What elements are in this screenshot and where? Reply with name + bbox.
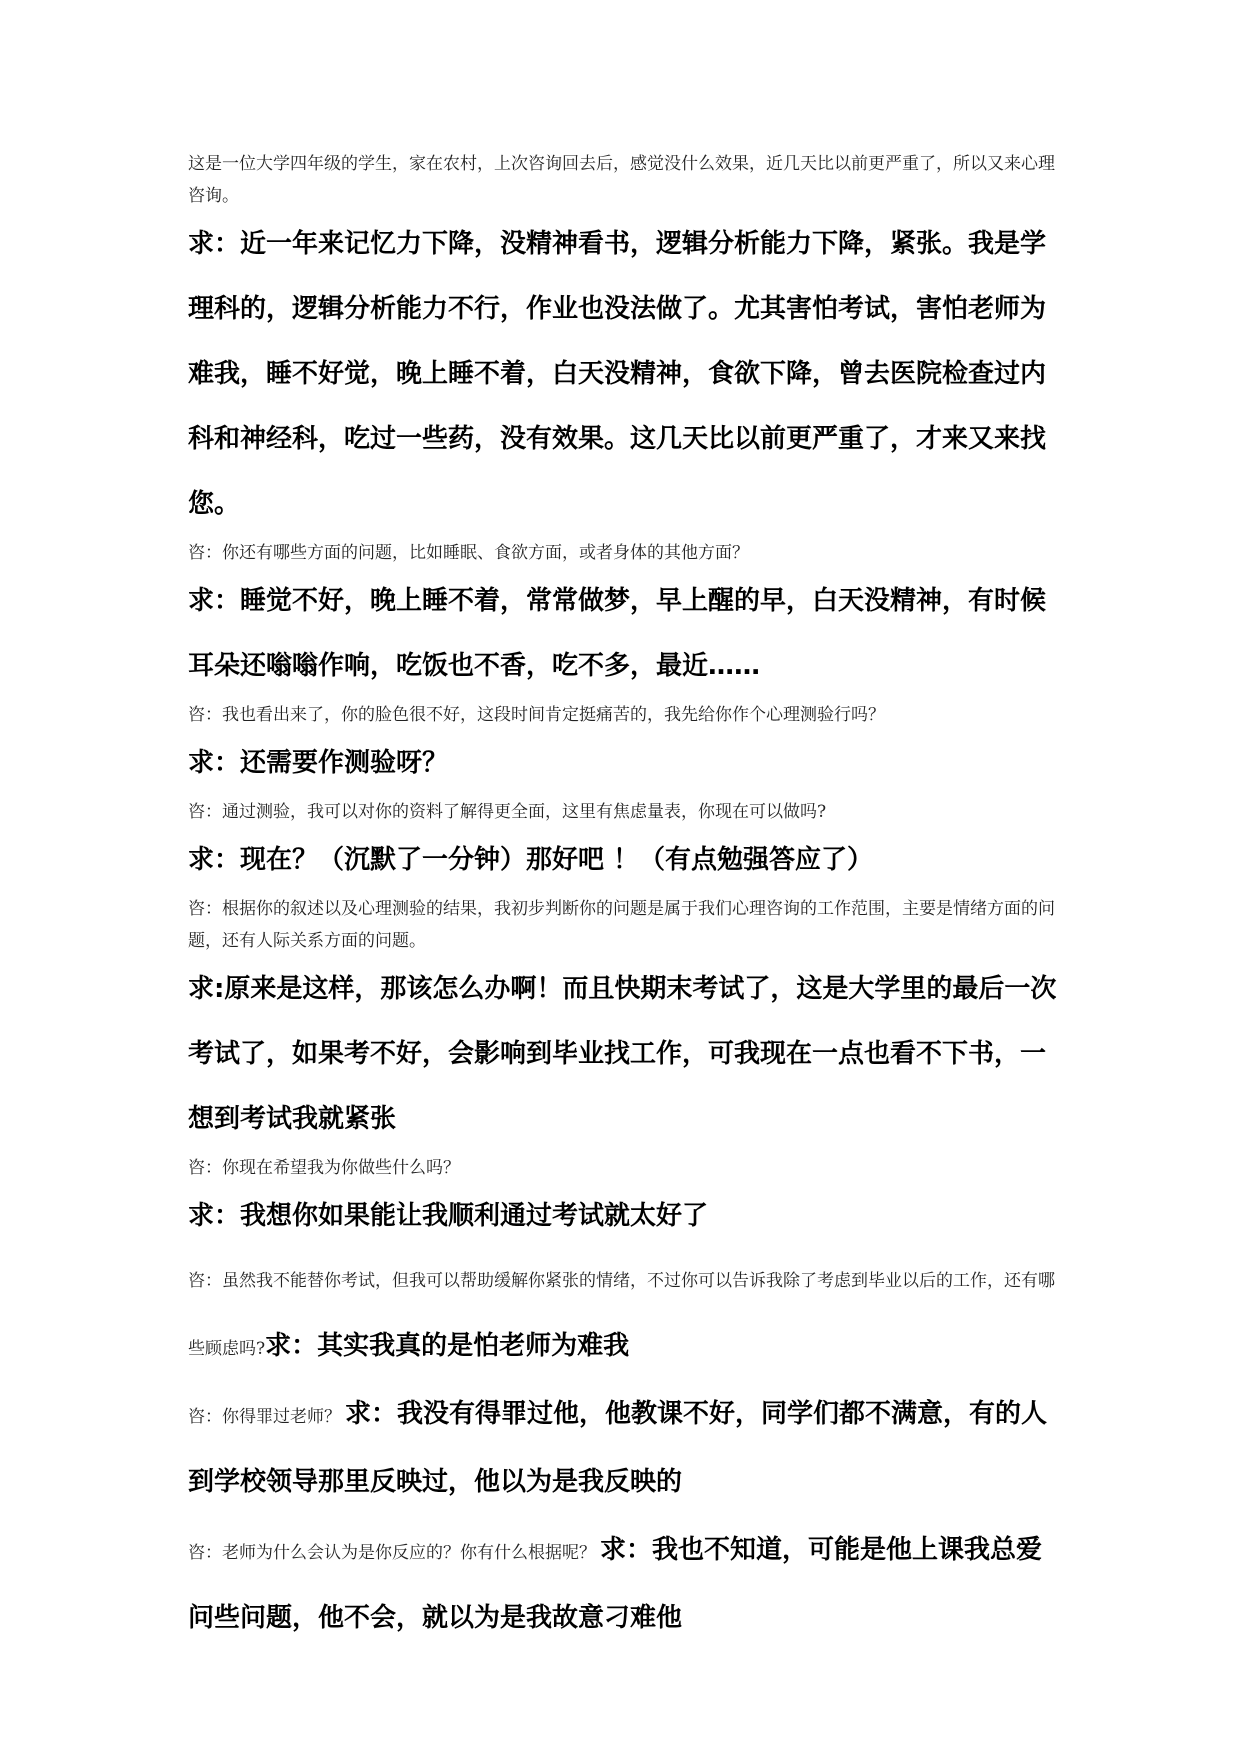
client-statement-2: 求：睡觉不好，晚上睡不着，常常做梦，早上醒的早，白天没精神，有时候耳朵还嗡嗡作响，吃饭也不香，吃不多，最近…… xyxy=(188,586,1047,681)
counselor-question-6: 咨：虽然我不能替你考试，但我可以帮助缓解你紧张的情绪，不过你可以告诉我除了考虑到毕业以后的工作，还有哪些顾虑吗? xyxy=(188,1271,1055,1359)
document-body xyxy=(188,148,1060,1654)
exchange-8 xyxy=(188,1382,1060,1518)
client-statement-8: 求：我没有得罪过他，他教课不好，同学们都不满意，有的人到学校领导那里反映过，他以为是我反映的 xyxy=(188,1399,1048,1497)
counselor-question-7: 咨：你得罪过老师？ xyxy=(188,1407,341,1427)
client-statement-9: 求：我也不知道，可能是他上课我总爱问些问题，他不会，就以为是我故意刁难他 xyxy=(188,1535,1043,1633)
client-statement-7: 求：其实我真的是怕老师为难我 xyxy=(265,1331,630,1361)
counselor-question-5: 咨：你现在希望我为你做些什么吗？ xyxy=(188,1158,460,1178)
counselor-question-4: 咨：根据你的叙述以及心理测验的结果，我初步判断你的问题是属于我们心理咨询的工作范围，主要是情绪方面的问题，还有人际关系方面的问题。 xyxy=(188,899,1055,951)
client-statement-6: 求：我想你如果能让我顺利通过考试就太好了 xyxy=(188,1201,709,1231)
exchange-9 xyxy=(188,1518,1060,1654)
counselor-question-2: 咨：我也看出来了，你的脸色很不好，这段时间肯定挺痛苦的，我先给你作个心理测验行吗？ xyxy=(188,705,885,725)
counselor-question-8: 咨：老师为什么会认为是你反应的？你有什么根据呢？ xyxy=(188,1543,596,1563)
counselor-question-3: 咨：通过测验，我可以对你的资料了解得更全面，这里有焦虑量表，你现在可以做吗? xyxy=(188,802,827,822)
client-statement-4: 求：现在？（沉默了一分钟）那好吧 ！（有点勉强答应了） xyxy=(188,845,874,875)
client-statement-1: 求：近一年来记忆力下降，没精神看书，逻辑分析能力下降，紧张。我是学理科的，逻辑分析能力不行，作业也没法做了。尤其害怕考试，害怕老师为难我，睡不好觉，晚上睡不着，白天没精神，食欲下降，曾去医院检查过内科和神经科，吃过一些药，没有效果。这几天比以前更严重了，才来又来找您。 xyxy=(188,229,1047,519)
client-statement-5: 求:原来是这样，那该怎么办啊！而且快期末考试了，这是大学里的最后一次考试了，如果考不好，会影响到毕业找工作，可我现在一点也看不下书，一想到考试我就紧张 xyxy=(188,974,1057,1134)
counselor-question-1: 咨：你还有哪些方面的问题，比如睡眠、食欲方面，或者身体的其他方面？ xyxy=(188,543,749,563)
exchange-7 xyxy=(188,1249,1060,1382)
intro-paragraph: 这是一位大学四年级的学生，家在农村，上次咨询回去后，感觉没什么效果，近几天比以前更严重了，所以又来心理咨询。 xyxy=(188,154,1055,206)
client-statement-3: 求：还需要作测验呀？ xyxy=(188,748,449,778)
